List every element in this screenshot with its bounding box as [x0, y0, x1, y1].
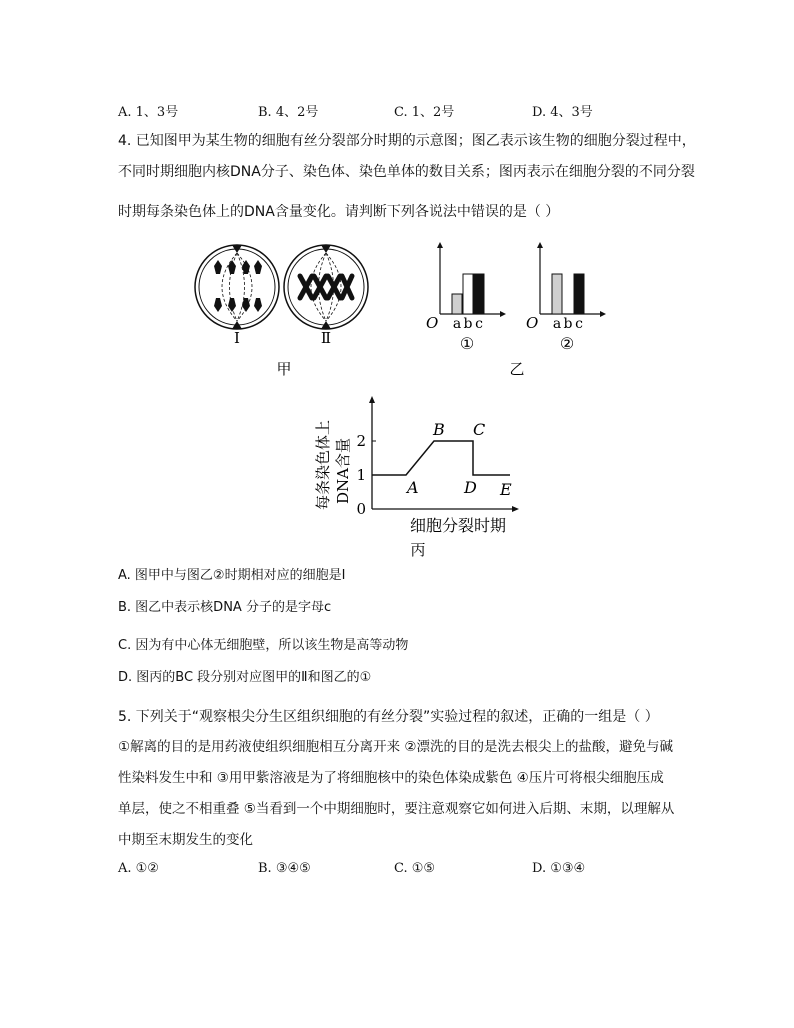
yi-bar-label-b: b [563, 316, 573, 332]
yi-origin-label: O [526, 314, 539, 332]
q5-option-b: B. ③④⑤ [258, 861, 311, 876]
cell-two-label: Ⅱ [320, 329, 332, 347]
yi-chart-1 [426, 242, 506, 353]
cell-one [195, 245, 279, 329]
bing-ylabel-line-2: DNA含量 [334, 438, 352, 504]
q5-option-d: D. ①③④ [532, 861, 586, 876]
yi-bar-label-b: b [463, 316, 473, 332]
yi-bar-label-a: a [552, 316, 562, 332]
yi-bar-label-c: c [475, 316, 483, 332]
q5-option-a: A. ①② [118, 861, 159, 876]
q5-body-line-3: 单层，使之不相重叠 ⑤当看到一个中期细胞时，要注意观察它如何进入后期、末期，以理解从 [118, 801, 675, 817]
yi-x-arrow [500, 311, 506, 317]
q5-body-line-2: 性染料发生中和 ③用甲紫溶液是为了将细胞核中的染色体染成紫色 ④压片可将根尖细胞压成 [118, 770, 664, 786]
bing-plot [356, 396, 519, 518]
yi-bar-b [463, 274, 473, 314]
bing-point-A: A [407, 478, 419, 497]
q3-option-a: A. 1、3号 [118, 105, 179, 120]
yi-bar-a [552, 274, 562, 314]
q4-option-b: B. 图乙中表示核DNA 分子的是字母c [118, 600, 332, 615]
yi-chart-label: ② [559, 334, 575, 353]
yi-bar-a [452, 294, 462, 314]
q4-option-d: D. 图丙的BC 段分别对应图甲的Ⅱ和图乙的① [118, 670, 372, 685]
cell-two [284, 245, 368, 329]
bing-xlabel: 细胞分裂时期 [409, 516, 507, 535]
q4-stem-line-2: 不同时期细胞内核DNA分子、染色体、染色单体的数目关系；图丙表示在细胞分裂的不同分裂 [118, 164, 695, 180]
yi-chart-2 [526, 242, 606, 353]
bing-point-B: B [433, 420, 445, 439]
cell-one-label: Ⅰ [234, 329, 240, 347]
bing-point-C: C [473, 420, 486, 439]
q4-option-a: A. 图甲中与图乙②时期相对应的细胞是Ⅰ [118, 568, 346, 583]
yi-bar-label-a: a [452, 316, 462, 332]
figure-yi-caption: 乙 [509, 360, 525, 378]
yi-chart-label: ① [459, 334, 475, 353]
q3-options [118, 101, 718, 121]
yi-bar-c [574, 274, 584, 314]
yi-y-arrow [437, 242, 443, 248]
figure-jia-caption: 甲 [276, 360, 292, 378]
figure-jia [192, 240, 372, 380]
q3-option-b: B. 4、2号 [258, 105, 319, 120]
yi-bar-c [474, 274, 484, 314]
bing-point-E: E [500, 480, 512, 499]
bing-line [372, 441, 510, 475]
yi-origin-label: O [426, 314, 439, 332]
q5-option-c: C. ①⑤ [394, 861, 436, 876]
q4-stem-line-3: 时期每条染色体上的DNA含量变化。请判断下列各说法中错误的是（ ） [118, 204, 560, 220]
q3-option-c: C. 1、2号 [394, 105, 455, 120]
q5-stem: 5. 下列关于“观察根尖分生区组织细胞的有丝分裂”实验过程的叙述，正确的一组是（ ） [118, 709, 659, 725]
figure-bing [310, 392, 570, 562]
q4-option-c: C. 因为有中心体无细胞壁，所以该生物是高等动物 [118, 638, 409, 653]
q5-body-line-1: ①解离的目的是用药液使组织细胞相互分离开来 ②漂洗的目的是洗去根尖上的盐酸，避免与碱 [118, 739, 673, 755]
bing-ytick-label-1: 1 [356, 466, 366, 484]
bing-y-arrow [369, 396, 375, 403]
q5-options [118, 861, 718, 881]
q5-body-line-4: 中期至末期发生的变化 [118, 832, 253, 848]
q3-option-d: D. 4、3号 [532, 105, 593, 120]
figure-bing-caption: 丙 [410, 541, 426, 559]
bing-ytick-label-2: 2 [356, 432, 366, 450]
yi-bar-label-c: c [575, 316, 583, 332]
yi-y-arrow [537, 242, 543, 248]
figure-yi [425, 240, 625, 380]
q4-stem-line-1: 4. 已知图甲为某生物的细胞有丝分裂部分时期的示意图；图乙表示该生物的细胞分裂过程中， [118, 133, 696, 149]
yi-x-arrow [600, 311, 606, 317]
bing-ylabel-line-1: 每条染色体上 [314, 419, 332, 510]
bing-point-D: D [464, 478, 477, 497]
bing-x-arrow [512, 506, 519, 512]
bing-ytick-label-0: 0 [356, 500, 366, 518]
